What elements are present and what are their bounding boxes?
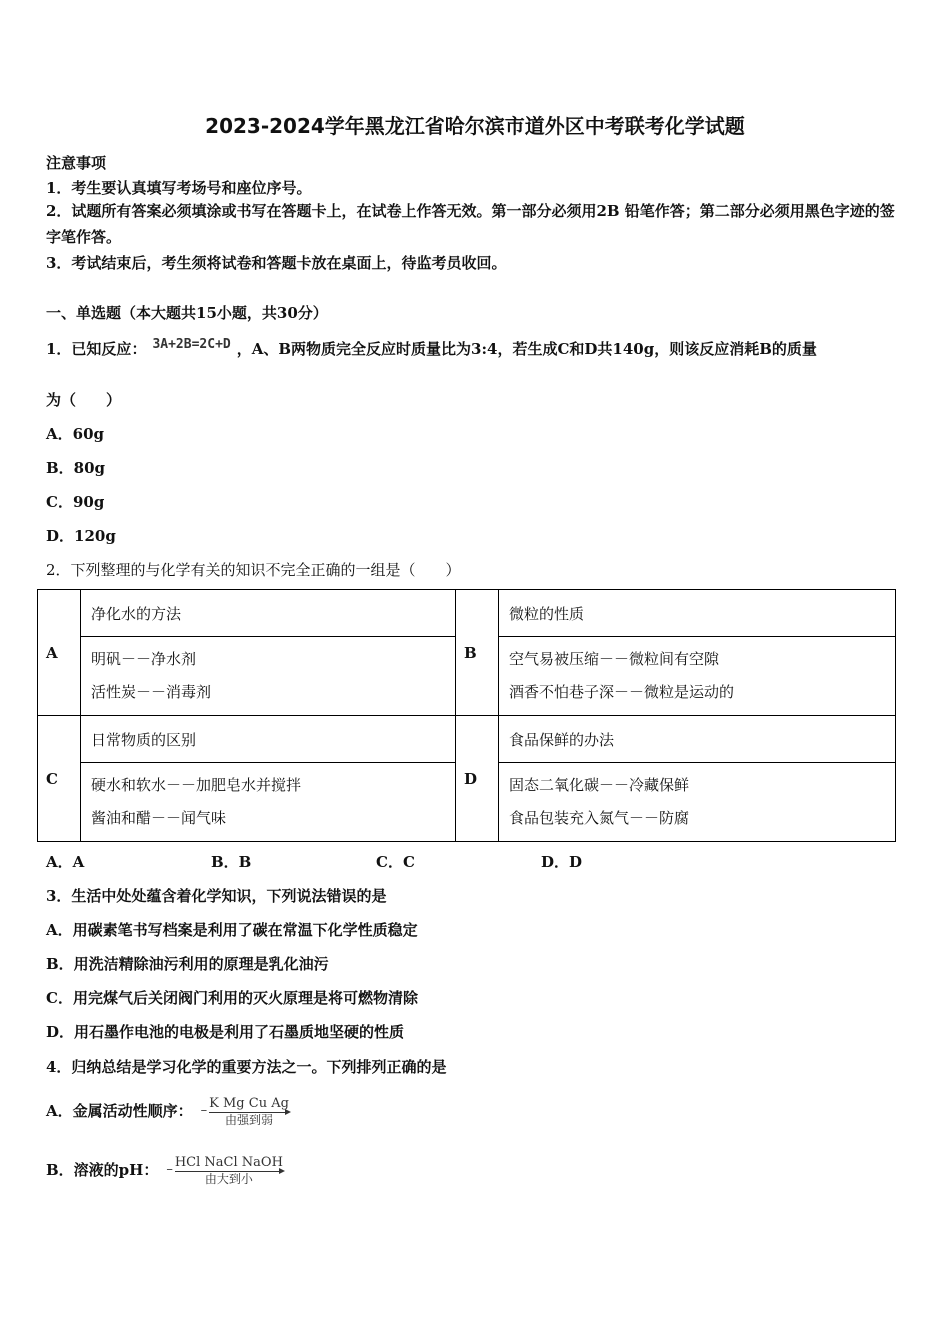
- table-key-a: A: [38, 590, 81, 716]
- arrow-right-icon: [209, 1112, 289, 1113]
- notice-heading: 注意事项: [46, 154, 107, 172]
- reaction-formula: 3A+2B=2C+D: [152, 337, 231, 352]
- table-key-b: B: [456, 590, 499, 716]
- table-head-b: 微粒的性质: [499, 590, 896, 637]
- q2-option-d: D．D: [541, 853, 583, 871]
- q2-options: [46, 851, 706, 872]
- section-heading: 一、单选题（本大题共15小题，共30分）: [46, 304, 328, 322]
- q1-option-a: A．60g: [46, 425, 105, 443]
- table-body-c: [81, 763, 456, 842]
- table-head-d: 食品保鲜的办法: [499, 716, 896, 763]
- question-3-stem: 3．生活中处处蕴含着化学知识，下列说法错误的是: [46, 887, 387, 905]
- metal-series: K Mg Cu Ag: [209, 1096, 289, 1111]
- table-head-a: 净化水的方法: [81, 590, 456, 637]
- q4-option-a: [46, 1096, 289, 1135]
- notice-item-2: 2．试题所有答案必须填涂或书写在答题卡上，在试卷上作答无效。第一部分必须用2B 铅笔作答；第二部分必须用黑色字迹的签字笔作答。: [46, 202, 895, 246]
- table-d-line-1: 固态二氧化碳－－冷藏保鲜: [509, 776, 690, 794]
- question-2-stem: 2．下列整理的与化学有关的知识不完全正确的一组是（ ）: [46, 561, 461, 579]
- table-a-line-1: 明矾－－净水剂: [91, 650, 197, 668]
- table-c-line-2: 酱油和醋－－闻气味: [91, 809, 227, 827]
- notice-item-1: 1．考生要认真填写考场号和座位序号。: [46, 179, 312, 197]
- solution-series: HCl NaCl NaOH: [174, 1155, 283, 1170]
- q3-option-d: D．用石墨作电池的电极是利用了石墨质地坚硬的性质: [46, 1023, 405, 1041]
- q1-option-d: D．120g: [46, 527, 116, 545]
- table-body-b: [499, 637, 896, 716]
- q4-option-b-label: B．溶液的pH：: [46, 1161, 159, 1179]
- table-head-c: 日常物质的区别: [81, 716, 456, 763]
- q3-option-c: C．用完煤气后关闭阀门利用的灭火原理是将可燃物清除: [46, 989, 418, 1007]
- q1-option-b: B．80g: [46, 459, 106, 477]
- table-body-d: [499, 763, 896, 842]
- table-key-d: D: [456, 716, 499, 842]
- page-title: 2023-2024学年黑龙江省哈尔滨市道外区中考联考化学试题: [205, 114, 745, 138]
- solution-series-direction: 由大到小: [204, 1172, 253, 1186]
- ph-order-arrow: – HCl NaCl NaOH 由大到小: [166, 1155, 283, 1186]
- table-key-c: C: [38, 716, 81, 842]
- q4-option-b: [46, 1155, 283, 1194]
- q2-option-c: C．C: [376, 853, 415, 871]
- q1-option-c: C．90g: [46, 493, 105, 511]
- table-body-a: [81, 637, 456, 716]
- table-b-line-2: 酒香不怕巷子深－－微粒是运动的: [509, 683, 735, 701]
- knowledge-table: [37, 589, 896, 842]
- metal-activity-arrow: – K Mg Cu Ag 由强到弱: [200, 1096, 289, 1127]
- q2-option-a: A．A: [46, 853, 85, 871]
- q2-option-b: B．B: [211, 853, 252, 871]
- question-4-stem: 4．归纳总结是学习化学的重要方法之一。下列排列正确的是: [46, 1058, 447, 1076]
- question-1-prefix: 1．已知反应：: [46, 340, 147, 358]
- q3-option-b: B．用洗洁精除油污利用的原理是乳化油污: [46, 955, 329, 973]
- notice-item-3: 3．考试结束后，考生须将试卷和答题卡放在桌面上，待监考员收回。: [46, 254, 507, 272]
- arrow-right-icon: [175, 1171, 283, 1172]
- table-a-line-2: 活性炭－－消毒剂: [91, 683, 212, 701]
- table-b-line-1: 空气易被压缩－－微粒间有空隙: [509, 650, 720, 668]
- q3-option-a: A．用碳素笔书写档案是利用了碳在常温下化学性质稳定: [46, 921, 418, 939]
- q4-option-a-label: A．金属活动性顺序：: [46, 1102, 193, 1120]
- metal-series-direction: 由强到弱: [225, 1113, 274, 1127]
- question-1-stem: [46, 338, 817, 359]
- question-1-suffix: ，A、B两物质完全反应时质量比为3:4，若生成C和D共140g，则该反应消耗B的质量: [236, 340, 817, 358]
- question-1-cont: 为（ ）: [46, 391, 122, 409]
- table-c-line-1: 硬水和软水－－加肥皂水并搅拌: [91, 776, 302, 794]
- table-d-line-2: 食品包装充入氮气－－防腐: [509, 809, 690, 827]
